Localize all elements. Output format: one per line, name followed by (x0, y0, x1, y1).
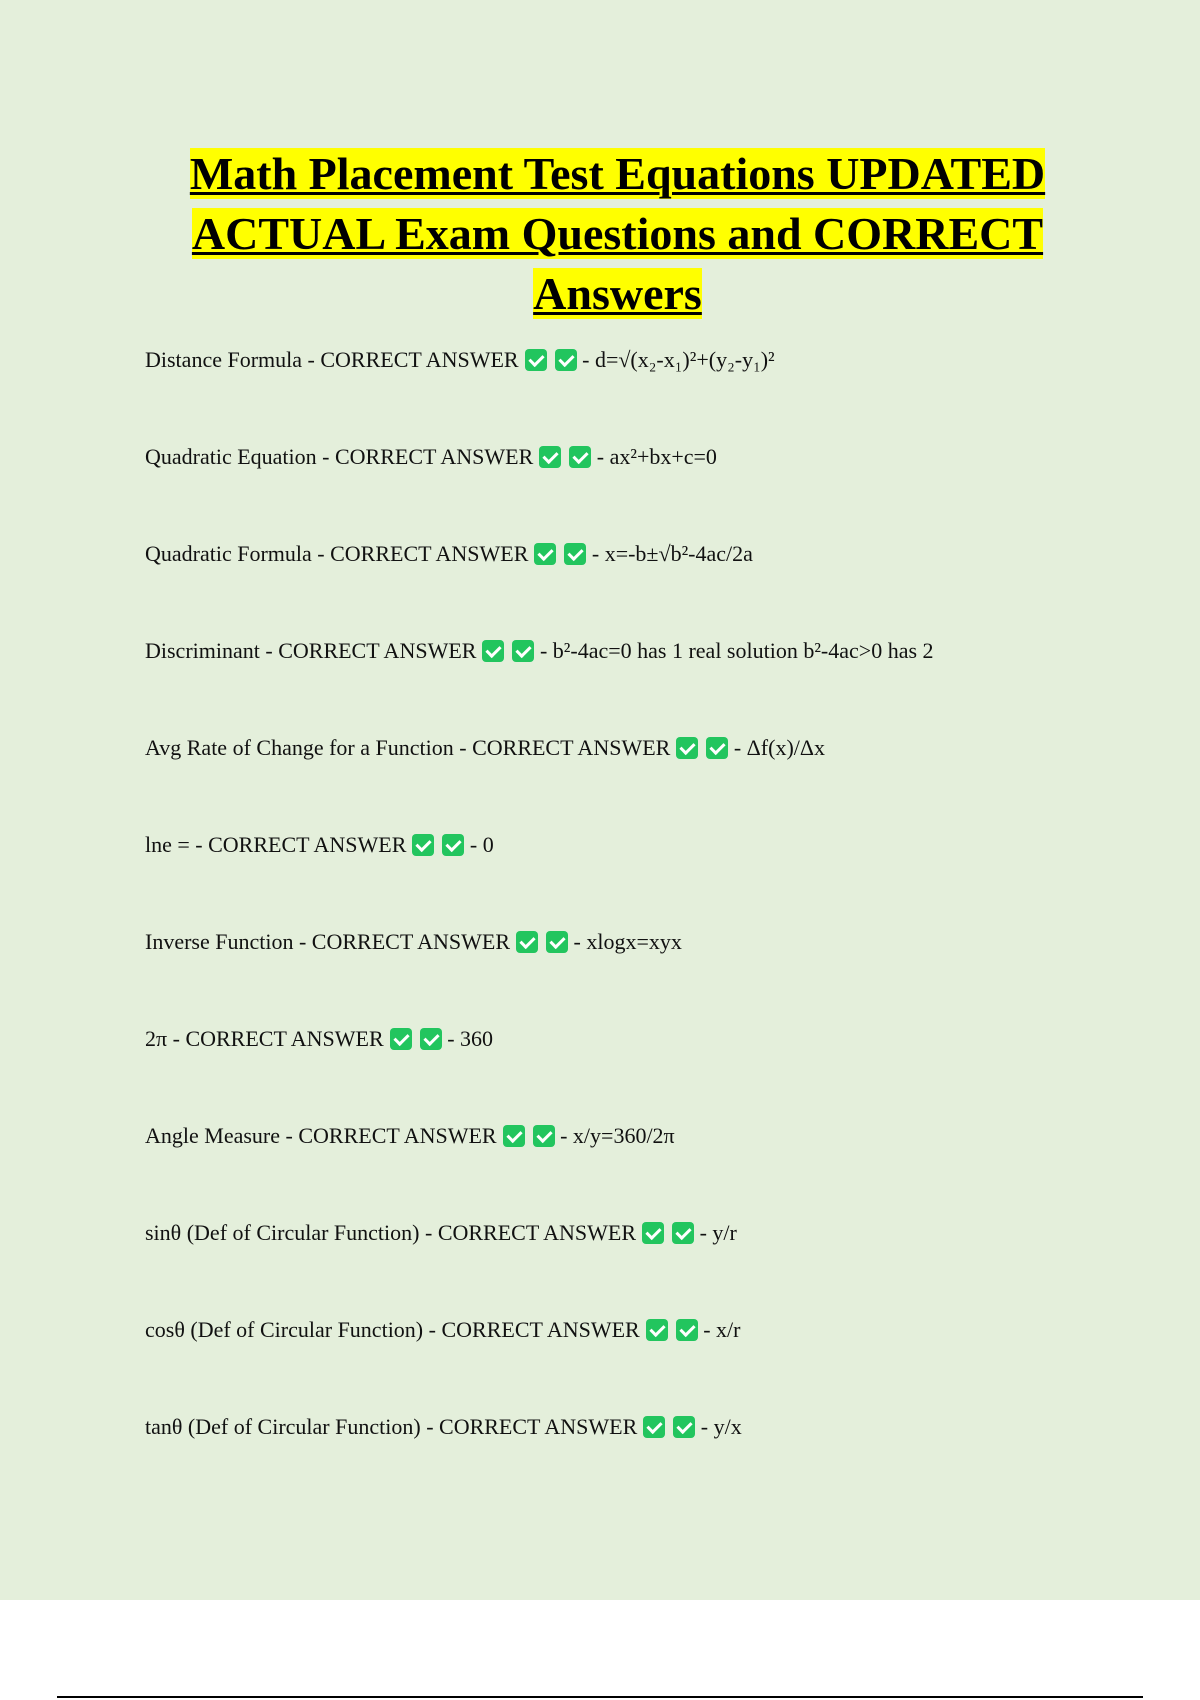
question-term: Angle Measure (145, 1123, 281, 1148)
question-term: 2π (145, 1026, 168, 1051)
correct-answer-label: CORRECT ANSWER (330, 541, 529, 566)
qa-item: sinθ (Def of Circular Function) - CORRECT ANSWER - y/r (145, 1220, 737, 1245)
correct-answer-label: CORRECT ANSWER (311, 929, 511, 954)
qa-item: Discriminant - CORRECT ANSWER - b²-4ac=0 has 1 real solution b²-4ac>0 has 2 (145, 638, 934, 663)
check-square-icon (482, 640, 504, 662)
title-line-2: ACTUAL Exam Questions and CORRECT (191, 208, 1044, 259)
footer-rule (57, 1696, 1143, 1698)
correct-answer-label: CORRECT ANSWER (208, 832, 407, 857)
answer-text: x=-b±√b²-4ac/2a (604, 541, 753, 566)
answer-text: ax²+bx+c=0 (609, 444, 717, 469)
answer-text: y/r (712, 1220, 737, 1245)
question-term: lne = (145, 832, 190, 857)
question-term: Discriminant (145, 638, 260, 663)
answer-text: y/x (713, 1414, 742, 1439)
check-square-icon (503, 1125, 525, 1147)
check-square-icon (569, 446, 591, 468)
question-term: Inverse Function (145, 929, 294, 954)
check-square-icon (676, 1319, 698, 1341)
question-term: Quadratic Formula (145, 541, 312, 566)
answer-text: xlogx=xyx (586, 929, 682, 954)
check-square-icon (442, 834, 464, 856)
check-square-icon (706, 737, 728, 759)
correct-answer-label: CORRECT ANSWER (298, 1123, 497, 1148)
check-square-icon (546, 931, 568, 953)
check-square-icon (512, 640, 534, 662)
check-square-icon (646, 1319, 668, 1341)
correct-answer-label: CORRECT ANSWER (472, 735, 671, 760)
check-square-icon (412, 834, 434, 856)
check-square-icon (539, 446, 561, 468)
qa-item: Quadratic Formula - CORRECT ANSWER - x=-b±√b²-4ac/2a (145, 541, 753, 566)
check-square-icon (533, 1125, 555, 1147)
check-square-icon (555, 349, 577, 371)
correct-answer-label: CORRECT ANSWER (441, 1317, 640, 1342)
qa-item: Angle Measure - CORRECT ANSWER - x/y=360/2π (145, 1123, 675, 1148)
qa-item: Inverse Function - CORRECT ANSWER - xlogx=xyx (145, 929, 682, 954)
correct-answer-label: CORRECT ANSWER (185, 1026, 384, 1051)
check-square-icon (672, 1222, 694, 1244)
qa-item: Distance Formula - CORRECT ANSWER - d=√(x₂-x₁)²+(y₂-y₁)² (145, 347, 775, 372)
check-square-icon (673, 1416, 695, 1438)
qa-item: lne = - CORRECT ANSWER - 0 (145, 832, 494, 857)
answer-text: 0 (482, 832, 494, 857)
correct-answer-label: CORRECT ANSWER (437, 1220, 637, 1245)
correct-answer-label: CORRECT ANSWER (439, 1414, 638, 1439)
question-term: tanθ (Def of Circular Function) (145, 1414, 421, 1439)
answer-text: 360 (460, 1026, 494, 1051)
check-square-icon (516, 931, 538, 953)
answer-text: Δf(x)/Δx (746, 735, 826, 760)
document-title (80, 144, 1155, 324)
answer-text: b²-4ac=0 has 1 real solution b²-4ac>0 has 2 (552, 638, 934, 663)
qa-list (145, 340, 1145, 1504)
question-term: Quadratic Equation (145, 444, 317, 469)
correct-answer-label: CORRECT ANSWER (335, 444, 534, 469)
question-term: Avg Rate of Change for a Function (145, 735, 454, 760)
correct-answer-label: CORRECT ANSWER (278, 638, 477, 663)
question-term: Distance Formula (145, 347, 303, 372)
answer-text: d=√(x₂-x₁)²+(y₂-y₁)² (594, 347, 775, 372)
question-term: sinθ (Def of Circular Function) (145, 1220, 420, 1245)
qa-item: 2π - CORRECT ANSWER - 360 (145, 1026, 494, 1051)
correct-answer-label: CORRECT ANSWER (320, 347, 519, 372)
check-square-icon (390, 1028, 412, 1050)
check-square-icon (643, 1416, 665, 1438)
check-square-icon (642, 1222, 664, 1244)
question-term: cosθ (Def of Circular Function) (145, 1317, 424, 1342)
qa-item: tanθ (Def of Circular Function) - CORRECT ANSWER - y/x (145, 1414, 742, 1439)
check-square-icon (564, 543, 586, 565)
check-square-icon (534, 543, 556, 565)
answer-text: x/r (716, 1317, 741, 1342)
check-square-icon (420, 1028, 442, 1050)
check-square-icon (525, 349, 547, 371)
check-square-icon (676, 737, 698, 759)
title-line-3: Answers (533, 268, 702, 319)
qa-item: Quadratic Equation - CORRECT ANSWER - ax²+bx+c=0 (145, 444, 717, 469)
answer-text: x/y=360/2π (572, 1123, 675, 1148)
qa-item: cosθ (Def of Circular Function) - CORRECT ANSWER - x/r (145, 1317, 741, 1342)
title-line-1: Math Placement Test Equations UPDATED (189, 148, 1046, 199)
qa-item: Avg Rate of Change for a Function - CORRECT ANSWER - Δf(x)/Δx (145, 735, 826, 760)
